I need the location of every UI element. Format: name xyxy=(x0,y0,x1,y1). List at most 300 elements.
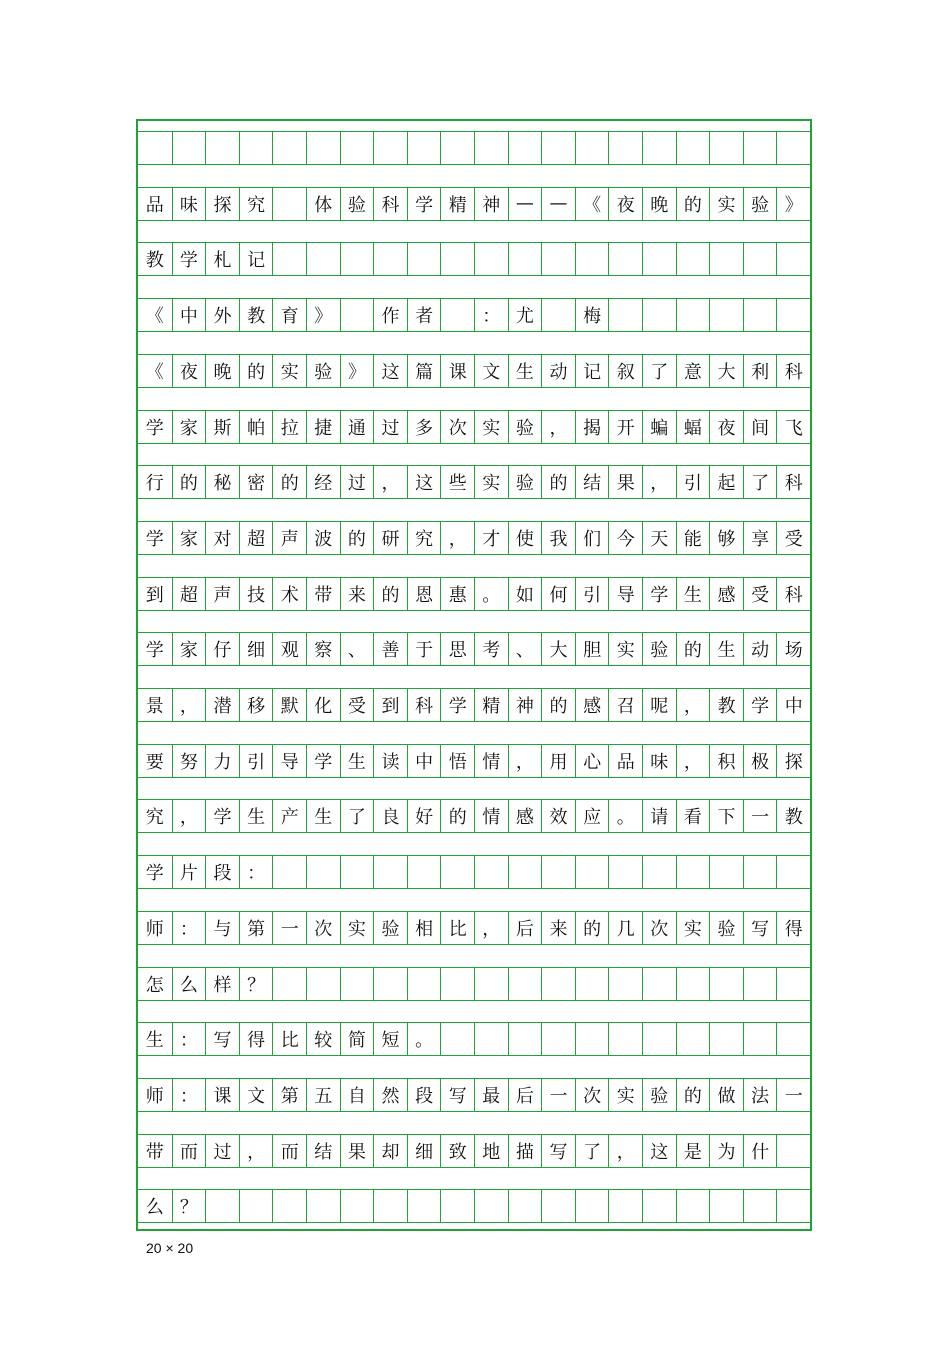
grid-cell: 一 xyxy=(272,912,306,944)
grid-cell: 细 xyxy=(407,1135,441,1167)
grid-row xyxy=(138,1078,810,1112)
grid-cell: 察 xyxy=(306,633,340,665)
grid-cell: 一 xyxy=(541,1079,575,1111)
grid-cell: 这 xyxy=(642,1135,676,1167)
grid-cell: 的 xyxy=(676,188,710,220)
grid-cell: 情 xyxy=(474,800,508,832)
grid-cell: 段 xyxy=(407,1079,441,1111)
grid-cell xyxy=(340,968,374,1000)
grid-cell: 是 xyxy=(676,1135,710,1167)
grid-cell: 次 xyxy=(642,912,676,944)
grid-cell xyxy=(508,243,542,275)
grid-cell: 得 xyxy=(776,912,810,944)
grid-cell: 段 xyxy=(205,856,239,888)
grid-cell xyxy=(541,243,575,275)
grid-cell xyxy=(608,968,642,1000)
grid-cell: 生 xyxy=(709,633,743,665)
grid-cell xyxy=(272,856,306,888)
grid-cell: 实 xyxy=(676,912,710,944)
grid-cell xyxy=(508,968,542,1000)
grid-cell: 中 xyxy=(776,689,810,721)
grid-cell: 细 xyxy=(239,633,273,665)
grid-cell: 科 xyxy=(407,689,441,721)
grid-cell: 何 xyxy=(541,578,575,610)
grid-cell: 实 xyxy=(608,1079,642,1111)
grid-cell xyxy=(541,968,575,1000)
grid-cell xyxy=(474,968,508,1000)
grid-cell: 了 xyxy=(743,466,777,498)
grid-cell xyxy=(776,299,810,331)
grid-cell xyxy=(709,132,743,164)
grid-cell: 术 xyxy=(272,578,306,610)
grid-cell: 然 xyxy=(373,1079,407,1111)
grid-cell: 学 xyxy=(205,800,239,832)
grid-cell xyxy=(340,132,374,164)
grid-cell: 中 xyxy=(172,299,206,331)
grid-cell xyxy=(642,299,676,331)
grid-cell: 描 xyxy=(508,1135,542,1167)
grid-cell xyxy=(474,1023,508,1055)
grid-cell: 学 xyxy=(145,417,164,439)
grid-cell: 最 xyxy=(474,1079,508,1111)
grid-cell: 教 xyxy=(709,689,743,721)
grid-cell: 技 xyxy=(239,578,273,610)
grid-cell xyxy=(575,1190,609,1222)
grid-cell: 情 xyxy=(474,745,508,777)
grid-row xyxy=(138,465,810,499)
grid-cell: 善 xyxy=(373,633,407,665)
grid-cell: 简 xyxy=(340,1023,374,1055)
grid-cell xyxy=(709,1190,743,1222)
grid-cell: 果 xyxy=(340,1135,374,1167)
grid-cell: 育 xyxy=(272,299,306,331)
grid-cell: 学 xyxy=(306,745,340,777)
grid-cell: 捷 xyxy=(306,411,340,443)
grid-cell: 记 xyxy=(575,355,609,387)
grid-cell xyxy=(743,856,777,888)
grid-cell xyxy=(440,299,474,331)
grid-cell xyxy=(138,132,172,164)
grid-cell: 学 xyxy=(172,243,206,275)
grid-cell: 科 xyxy=(776,578,810,610)
grid-cell xyxy=(541,856,575,888)
grid-cell: 要 xyxy=(145,751,164,773)
grid-cell: 声 xyxy=(272,522,306,554)
grid-cell xyxy=(440,132,474,164)
grid-cell xyxy=(676,1023,710,1055)
grid-cell: 间 xyxy=(743,411,777,443)
grid-cell: 自 xyxy=(340,1079,374,1111)
grid-cell: 科 xyxy=(776,355,810,387)
grid-cell: 斯 xyxy=(205,411,239,443)
grid-cell xyxy=(205,132,239,164)
grid-cell: ， xyxy=(642,466,676,498)
grid-cell: 场 xyxy=(776,633,810,665)
grid-cell: 么 xyxy=(145,1197,164,1219)
grid-cell xyxy=(776,1190,810,1222)
grid-cell: 叙 xyxy=(608,355,642,387)
grid-cell: 学 xyxy=(642,578,676,610)
grid-cell: ， xyxy=(239,1135,273,1167)
grid-cell: 胆 xyxy=(575,633,609,665)
grid-cell: 家 xyxy=(172,411,206,443)
grid-cell: 结 xyxy=(575,466,609,498)
grid-cell: 实 xyxy=(272,355,306,387)
grid-cell: ： xyxy=(172,1079,206,1111)
grid-cell: 》 xyxy=(776,188,810,220)
grid-cell: 生 xyxy=(239,800,273,832)
grid-row xyxy=(138,1134,810,1168)
grid-cell xyxy=(440,968,474,1000)
grid-row xyxy=(138,577,810,611)
grid-cell: 者 xyxy=(407,299,441,331)
grid-cell: 验 xyxy=(508,411,542,443)
grid-cell: 的 xyxy=(440,800,474,832)
grid-cell: 。 xyxy=(608,800,642,832)
grid-cell: ？ xyxy=(172,1190,206,1222)
grid-cell: 生 xyxy=(508,355,542,387)
grid-cell: 带 xyxy=(145,1141,164,1163)
grid-cell: 究 xyxy=(239,188,273,220)
grid-cell xyxy=(373,243,407,275)
grid-cell xyxy=(306,243,340,275)
grid-cell xyxy=(743,968,777,1000)
grid-cell: 大 xyxy=(541,633,575,665)
grid-cell xyxy=(642,856,676,888)
grid-cell xyxy=(272,243,306,275)
grid-cell: 力 xyxy=(205,745,239,777)
grid-cell xyxy=(508,1190,542,1222)
grid-cell: 研 xyxy=(373,522,407,554)
grid-cell xyxy=(340,299,374,331)
grid-row xyxy=(138,242,810,276)
grid-cell xyxy=(373,1190,407,1222)
grid-cell: 应 xyxy=(575,800,609,832)
grid-cell xyxy=(474,243,508,275)
grid-cell: 看 xyxy=(676,800,710,832)
grid-cell: 呢 xyxy=(642,689,676,721)
grid-cell: 》 xyxy=(340,355,374,387)
grid-cell xyxy=(776,1135,810,1167)
grid-cell xyxy=(508,856,542,888)
grid-cell xyxy=(340,243,374,275)
grid-cell: 行 xyxy=(145,473,164,495)
grid-cell: 为 xyxy=(709,1135,743,1167)
grid-cell: 好 xyxy=(407,800,441,832)
grid-cell: 验 xyxy=(340,188,374,220)
grid-cell: 的 xyxy=(676,1079,710,1111)
grid-cell: — xyxy=(541,188,575,220)
grid-cell xyxy=(642,1023,676,1055)
grid-cell: 文 xyxy=(239,1079,273,1111)
grid-cell: 实 xyxy=(474,466,508,498)
grid-cell: 晚 xyxy=(205,355,239,387)
grid-cell xyxy=(440,243,474,275)
grid-cell: 这 xyxy=(373,355,407,387)
grid-cell xyxy=(676,968,710,1000)
grid-cell: — xyxy=(508,188,542,220)
grid-cell: 召 xyxy=(608,689,642,721)
grid-cell: 实 xyxy=(340,912,374,944)
grid-cell: 第 xyxy=(239,912,273,944)
grid-cell: 的 xyxy=(541,689,575,721)
grid-cell: 学 xyxy=(145,640,164,662)
grid-cell: 课 xyxy=(440,355,474,387)
grid-cell xyxy=(743,1023,777,1055)
grid-cell xyxy=(575,968,609,1000)
grid-cell xyxy=(239,132,273,164)
grid-cell xyxy=(239,1190,273,1222)
grid-cell xyxy=(743,132,777,164)
grid-cell xyxy=(373,856,407,888)
grid-cell xyxy=(776,132,810,164)
grid-cell: 恩 xyxy=(407,578,441,610)
grid-cell: 课 xyxy=(205,1079,239,1111)
grid-cell: 到 xyxy=(145,584,164,606)
grid-cell: 仔 xyxy=(205,633,239,665)
grid-cell: 较 xyxy=(306,1023,340,1055)
grid-cell xyxy=(743,1190,777,1222)
grid-cell: 写 xyxy=(205,1023,239,1055)
grid-cell: 地 xyxy=(474,1135,508,1167)
grid-cell: 揭 xyxy=(575,411,609,443)
grid-cell: 科 xyxy=(776,466,810,498)
grid-cell xyxy=(407,132,441,164)
grid-cell xyxy=(272,188,306,220)
grid-cell: 结 xyxy=(306,1135,340,1167)
grid-cell: 使 xyxy=(508,522,542,554)
grid-cell: 果 xyxy=(608,466,642,498)
grid-cell: 家 xyxy=(172,522,206,554)
grid-cell: ， xyxy=(172,689,206,721)
grid-cell xyxy=(541,299,575,331)
grid-row xyxy=(138,521,810,555)
grid-cell: 比 xyxy=(272,1023,306,1055)
grid-cell: ， xyxy=(608,1135,642,1167)
grid-cell: 观 xyxy=(272,633,306,665)
grid-cell: 感 xyxy=(508,800,542,832)
grid-cell: 带 xyxy=(306,578,340,610)
grid-cell: 起 xyxy=(709,466,743,498)
grid-cell: 导 xyxy=(272,745,306,777)
grid-row xyxy=(138,744,810,778)
grid-cell: 验 xyxy=(373,912,407,944)
grid-cell: 《 xyxy=(145,361,164,383)
grid-cell xyxy=(440,1190,474,1222)
grid-cell: 相 xyxy=(407,912,441,944)
grid-cell: ： xyxy=(172,912,206,944)
grid-cell xyxy=(676,856,710,888)
grid-cell: ， xyxy=(373,466,407,498)
grid-cell xyxy=(440,1023,474,1055)
grid-cell: 帕 xyxy=(239,411,273,443)
grid-cell xyxy=(508,1023,542,1055)
grid-cell: 写 xyxy=(541,1135,575,1167)
grid-cell xyxy=(541,1023,575,1055)
grid-cell xyxy=(776,856,810,888)
grid-cell xyxy=(306,968,340,1000)
grid-row xyxy=(138,354,810,388)
grid-cell: 声 xyxy=(205,578,239,610)
grid-cell: 梅 xyxy=(575,299,609,331)
grid-cell: 拉 xyxy=(272,411,306,443)
grid-row xyxy=(138,911,810,945)
grid-cell xyxy=(676,132,710,164)
grid-cell: 努 xyxy=(172,745,206,777)
grid-cell: 思 xyxy=(440,633,474,665)
grid-cell: 而 xyxy=(172,1135,206,1167)
grid-cell: 学 xyxy=(145,863,164,885)
grid-cell: 生 xyxy=(306,800,340,832)
grid-cell: 的 xyxy=(172,466,206,498)
grid-cell: 天 xyxy=(642,522,676,554)
grid-cell: 的 xyxy=(676,633,710,665)
grid-cell: 次 xyxy=(440,411,474,443)
grid-cell xyxy=(676,1190,710,1222)
grid-cell: 实 xyxy=(608,633,642,665)
grid-cell: 教 xyxy=(239,299,273,331)
grid-cell: 超 xyxy=(172,578,206,610)
manuscript-grid xyxy=(136,119,812,1231)
grid-cell xyxy=(642,968,676,1000)
grid-cell: 读 xyxy=(373,745,407,777)
grid-cell: 教 xyxy=(776,800,810,832)
grid-cell: 下 xyxy=(709,800,743,832)
grid-cell: 味 xyxy=(172,188,206,220)
grid-cell: 积 xyxy=(709,745,743,777)
grid-cell: 化 xyxy=(306,689,340,721)
grid-cell: 能 xyxy=(676,522,710,554)
grid-cell: 享 xyxy=(743,522,777,554)
grid-cell xyxy=(776,1023,810,1055)
grid-cell: 篇 xyxy=(407,355,441,387)
grid-cell: 惠 xyxy=(440,578,474,610)
grid-cell: 尤 xyxy=(508,299,542,331)
grid-cell: 致 xyxy=(440,1135,474,1167)
grid-cell: 蝠 xyxy=(676,411,710,443)
grid-cell: 感 xyxy=(575,689,609,721)
grid-cell: 短 xyxy=(373,1023,407,1055)
grid-cell: 、 xyxy=(508,633,542,665)
grid-cell: 效 xyxy=(541,800,575,832)
grid-row xyxy=(138,1189,810,1223)
grid-cell xyxy=(407,856,441,888)
grid-cell xyxy=(709,299,743,331)
grid-cell: 我 xyxy=(541,522,575,554)
grid-cell: 学 xyxy=(743,689,777,721)
grid-cell xyxy=(676,243,710,275)
grid-cell xyxy=(373,968,407,1000)
grid-cell xyxy=(575,243,609,275)
grid-row xyxy=(138,632,810,666)
grid-cell: 作 xyxy=(373,299,407,331)
grid-cell xyxy=(340,856,374,888)
grid-cell xyxy=(642,132,676,164)
grid-cell: ， xyxy=(474,912,508,944)
grid-cell: 外 xyxy=(205,299,239,331)
grid-cell: 验 xyxy=(642,633,676,665)
grid-cell: 生 xyxy=(145,1030,164,1052)
grid-cell xyxy=(608,856,642,888)
grid-cell xyxy=(272,968,306,1000)
grid-cell: 验 xyxy=(306,355,340,387)
grid-cell: 引 xyxy=(239,745,273,777)
grid-cell xyxy=(407,243,441,275)
grid-cell: 做 xyxy=(709,1079,743,1111)
grid-cell xyxy=(172,132,206,164)
grid-cell: 一 xyxy=(743,800,777,832)
grid-cell: 验 xyxy=(709,912,743,944)
grid-cell: 潜 xyxy=(205,689,239,721)
grid-cell xyxy=(575,856,609,888)
grid-cell: 实 xyxy=(709,188,743,220)
grid-row xyxy=(138,799,810,833)
grid-cell: 移 xyxy=(239,689,273,721)
grid-cell: 考 xyxy=(474,633,508,665)
grid-cell: 第 xyxy=(272,1079,306,1111)
grid-cell: 验 xyxy=(508,466,542,498)
grid-cell xyxy=(373,132,407,164)
grid-cell xyxy=(709,243,743,275)
grid-cell: 这 xyxy=(407,466,441,498)
grid-cell: 景 xyxy=(145,696,164,717)
grid-cell: ， xyxy=(508,745,542,777)
grid-cell xyxy=(575,1023,609,1055)
grid-cell: 文 xyxy=(474,355,508,387)
grid-cell: 今 xyxy=(608,522,642,554)
grid-cell: 极 xyxy=(743,745,777,777)
grid-cell: 利 xyxy=(743,355,777,387)
grid-cell xyxy=(474,856,508,888)
grid-cell: 受 xyxy=(776,522,810,554)
grid-cell: 夜 xyxy=(172,355,206,387)
grid-cell: 晚 xyxy=(642,188,676,220)
grid-cell: ： xyxy=(474,299,508,331)
grid-row xyxy=(138,967,810,1001)
grid-cell: 中 xyxy=(407,745,441,777)
grid-cell: 后 xyxy=(508,912,542,944)
grid-cell: 了 xyxy=(340,800,374,832)
grid-cell: 次 xyxy=(575,1079,609,1111)
grid-cell: 一 xyxy=(776,1079,810,1111)
grid-cell: 才 xyxy=(474,522,508,554)
grid-cell: 《 xyxy=(575,188,609,220)
grid-cell: ： xyxy=(172,1023,206,1055)
grid-cell: ？ xyxy=(239,968,273,1000)
grid-cell: 》 xyxy=(306,299,340,331)
grid-cell xyxy=(608,299,642,331)
grid-cell xyxy=(407,1190,441,1222)
grid-cell: 悟 xyxy=(440,745,474,777)
grid-cell: 开 xyxy=(608,411,642,443)
grid-cell: 记 xyxy=(239,243,273,275)
grid-cell xyxy=(306,132,340,164)
grid-row xyxy=(138,187,810,221)
grid-cell xyxy=(709,968,743,1000)
grid-cell: 实 xyxy=(474,411,508,443)
grid-cell xyxy=(743,299,777,331)
grid-cell: 、 xyxy=(340,633,374,665)
grid-cell: 学 xyxy=(407,188,441,220)
grid-cell xyxy=(575,132,609,164)
grid-cell: ， xyxy=(541,411,575,443)
grid-cell: 法 xyxy=(743,1079,777,1111)
grid-cell: 意 xyxy=(676,355,710,387)
grid-cell: 而 xyxy=(272,1135,306,1167)
grid-cell: 写 xyxy=(743,912,777,944)
grid-cell: 多 xyxy=(407,411,441,443)
grid-cell: 如 xyxy=(508,578,542,610)
